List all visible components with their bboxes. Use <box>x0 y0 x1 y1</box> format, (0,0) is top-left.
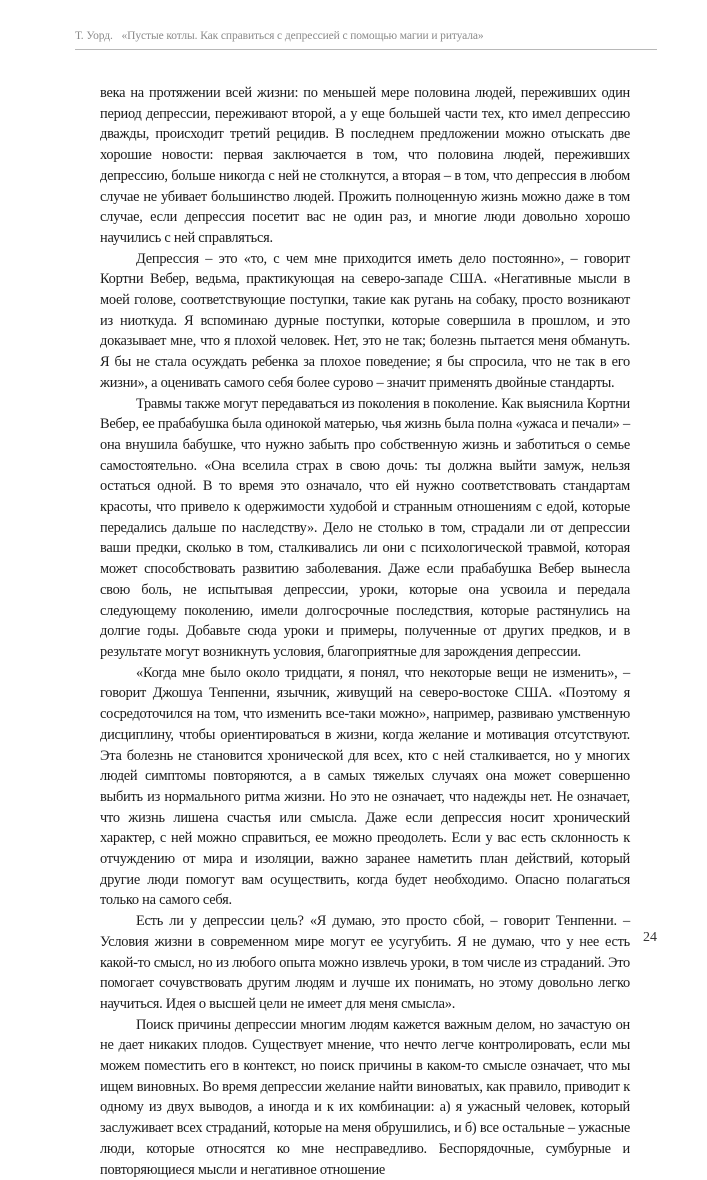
header-rule <box>75 49 657 50</box>
page-number: 24 <box>643 930 657 945</box>
running-header <box>75 30 655 42</box>
paragraph-2: Депрессия – это «то, с чем мне приходится иметь дело постоянно», – говорит Кортни Вебер, ведьма, практикующая на северо-западе США. «Негативные мысли в моей голове, соответствующие поступки, такие как ругань на собаку, просто возникают из ниоткуда. Я вспоминаю дурные поступки, которые совершила в прошлом, и это доказывает мне, что я плохой человек. Нет, это не так; болезнь пытается меня обмануть. Я бы не стала осуждать ребенка за плохое поведение; я бы спросила, что не так в его жизни», а оценивать самого себя более сурово – значит применять двойные стандарты. <box>100 250 630 391</box>
paragraph-1: века на протяжении всей жизни: по меньшей мере половина людей, переживших один период депрессии, переживают второй, а у еще большей части тех, кто имел депрессию дважды, происходит третий рецидив. В последнем предложении можно отыскать две хорошие новости: первая заключается в том, что половина людей, переживших депрессию, больше никогда с ней не столкнутся, а вторая – в том, что депрессия в любом случае не убивает большинство людей. Прожить полноценную жизнь можно даже в том случае, если депрессия посетит вас не один раз, и многие люди довольно хорошо научились с ней справляться. <box>100 85 630 246</box>
paragraph-3: Травмы также могут передаваться из поколения в поколение. Как выяснила Кортни Вебер, ее прабабушка была одинокой матерью, чья жизнь была полна «ужаса и печали» – она внушила бабушке, что нужно забыть про собственную жизнь и заботиться о семье самостоятельно. «Она вселила страх в свою дочь: ты должна выйти замуж, нельзя остаться одной. В то время это означало, что ей нужно соответствовать стандартам красоты, что привело к одержимости худобой и странным отношениям с едой, которые передались дальше по наследству». Дело не столько в том, страдали ли от депрессии ваши предки, сколько в том, сталкивались ли они с психологической травмой, которая может способствовать развитию заболевания. Даже если прабабушка Вебер вынесла свою боль, не испытывая депрессии, уроки, которые она усвоила и передала следующему поколению, имели долгосрочные последствия, которые растянулись на долгие годы. Добавьте сюда уроки и примеры, полученные от других предков, и в результате могут возникнуть условия, благоприятные для зарождения депрессии. <box>100 395 630 660</box>
paragraph-4: «Когда мне было около тридцати, я понял, что некоторые вещи не изменить», – говорит Джошуа Тенпенни, язычник, живущий на северо-востоке США. «Поэтому я сосредоточился на том, что изменить все-таки можно», например, развиваю умственную дисциплину, чтобы ориентироваться в жизни, когда желание и мотивация отсутствуют. Эта болезнь не становится хронической для всех, кто с ней сталкивается, но у многих людей симптомы повторяются, а в самых тяжелых случаях она может совершенно выбить из нормального ритма жизни. Но это не означает, что надежды нет. Не означает, что жизнь лишена счастья или смысла. Даже если депрессия носит хронический характер, с ней можно справиться, ее можно преодолеть. Если у вас есть склонность к отчуждению от мира и изоляции, важно заранее наметить план действий, который другие люди помогут вам осуществить, когда будет необходимо. Опасно полагаться только на самого себя. <box>100 664 630 909</box>
header-author: Т. Уорд. <box>75 30 113 42</box>
header-book-title: «Пустые котлы. Как справиться с депрессией с помощью магии и ритуала» <box>121 30 484 42</box>
paragraph-5: Есть ли у депрессии цель? «Я думаю, это просто сбой, – говорит Тенпенни. – Условия жизни в современном мире могут ее усугубить. Я не думаю, что у нее есть какой-то смысл, но из любого опыта можно извлечь уроки, в том числе из страданий. Это помогает сочувствовать другим людям и лучше их понимать, но этому довольно легко научиться. Идея о высшей цели не имеет для меня смысла». <box>100 913 630 1012</box>
paragraph-6: Поиск причины депрессии многим людям кажется важным делом, но зачастую он не дает никаких плодов. Существует мнение, что нечто легче контролировать, если мы можем поместить его в контекст, но поиск причины в каком-то смысле означает, что мы ищем виновных. Во время депрессии желание найти виноватых, как правило, приводит к одному из двух выводов, а иногда и к их комбинации: а) я ужасный человек, который заслуживает всех страданий, которые на меня обрушились, и б) все остальные – ужасные люди, которые относятся ко мне несправедливо. Беспорядочные, сумбурные и повторяющиеся мысли и негативное отношение <box>100 1016 630 1178</box>
page-body <box>100 83 630 1180</box>
